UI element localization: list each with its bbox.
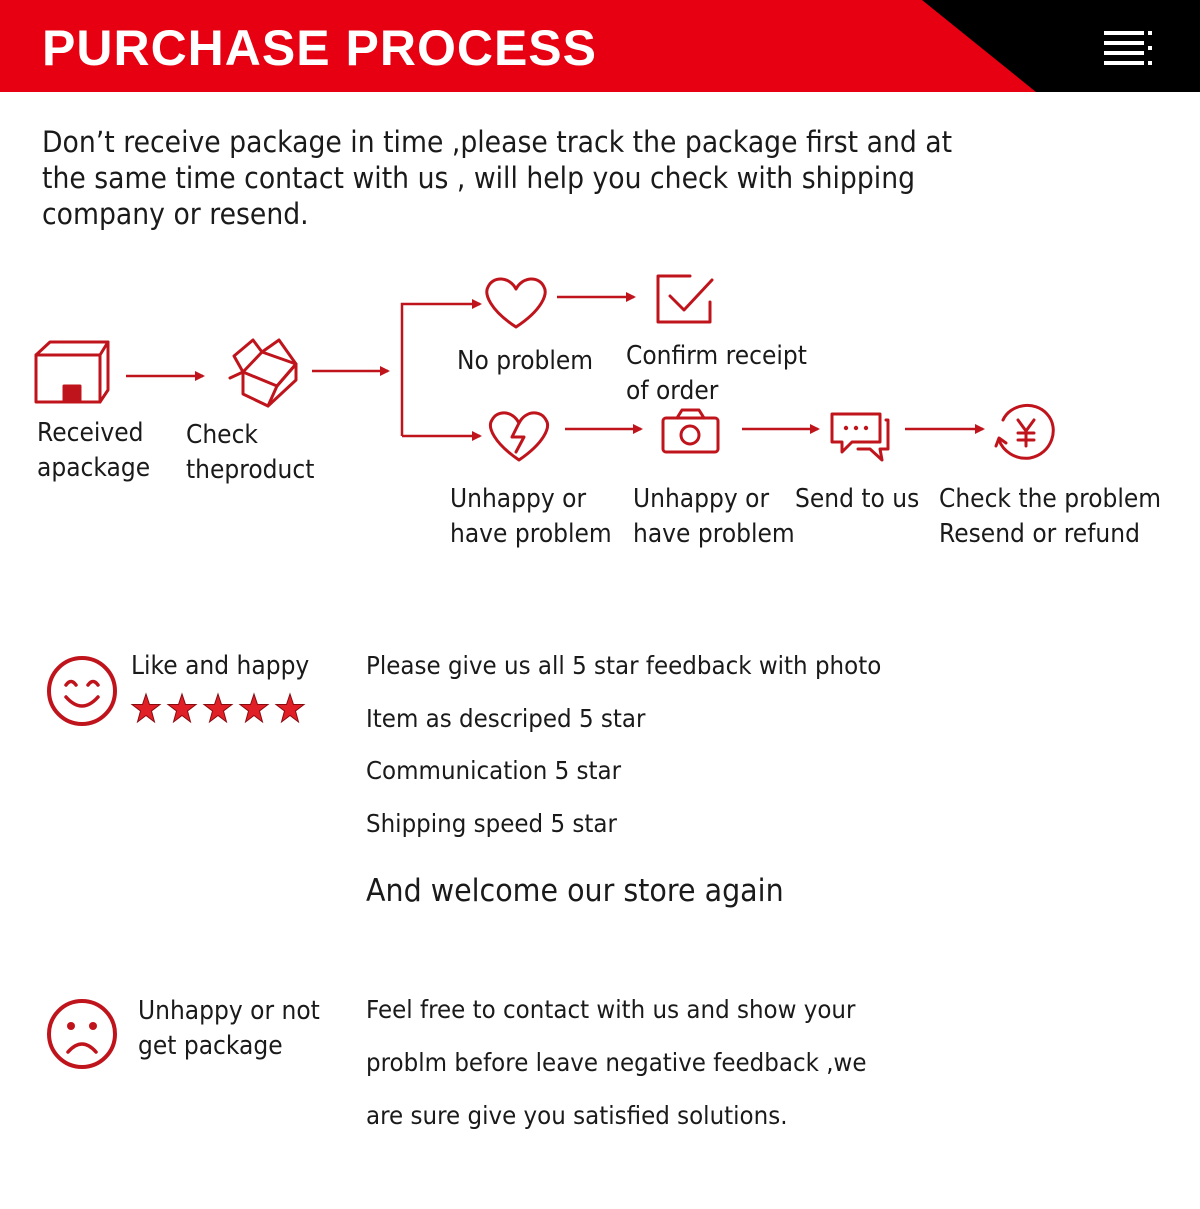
welcome-text: And welcome our store again [366, 873, 784, 909]
page-title: PURCHASE PROCESS [42, 20, 597, 76]
sad-face-icon [46, 998, 118, 1070]
happy-line: Shipping speed 5 star [366, 809, 617, 838]
refund-icon [996, 405, 1053, 458]
open-box-icon [230, 340, 296, 406]
unhappy-title: Unhappy or not get package [138, 996, 320, 1061]
label-check-product: Check theproduct [186, 420, 315, 485]
box-icon [36, 342, 108, 402]
label-resolve: Check the problem Resend or refund [939, 484, 1162, 549]
happy-line: Please give us all 5 star feedback with photo [366, 651, 882, 680]
broken-heart-icon [490, 413, 547, 460]
unhappy-line: are sure give you satisfied solutions. [366, 1101, 788, 1130]
happy-line: Communication 5 star [366, 756, 622, 785]
label-no-problem: No problem [457, 346, 594, 376]
label-send-to-us: Send to us [795, 484, 920, 514]
chat-icon [832, 414, 888, 460]
label-unhappy-2: Unhappy or have problem [633, 484, 795, 549]
happy-title: Like and happy [131, 651, 310, 681]
smiley-face-icon [46, 655, 118, 727]
happy-line: Item as descriped 5 star [366, 704, 646, 733]
star-icon [168, 694, 196, 722]
label-received: Received apackage [37, 418, 151, 483]
chat-dot [854, 426, 858, 430]
star-icon [240, 694, 268, 722]
checkbox-icon [658, 276, 712, 322]
chat-dot [864, 426, 868, 430]
camera-icon [663, 410, 718, 452]
label-unhappy-1: Unhappy or have problem [450, 484, 612, 549]
unhappy-line: Feel free to contact with us and show your [366, 995, 856, 1024]
intro-paragraph: Don’t receive package in time ,please track the package first and at the same time contact with us , will help you check with shipping company or resend. [42, 125, 953, 231]
star-icon [276, 694, 304, 722]
heart-icon [487, 279, 545, 327]
star-icon [132, 694, 160, 722]
chat-dot [844, 426, 848, 430]
star-icon [204, 694, 232, 722]
label-confirm-receipt: Confirm receipt of order [626, 341, 807, 406]
unhappy-line: problm before leave negative feedback ,we [366, 1048, 867, 1077]
five-star-rating [130, 692, 310, 728]
